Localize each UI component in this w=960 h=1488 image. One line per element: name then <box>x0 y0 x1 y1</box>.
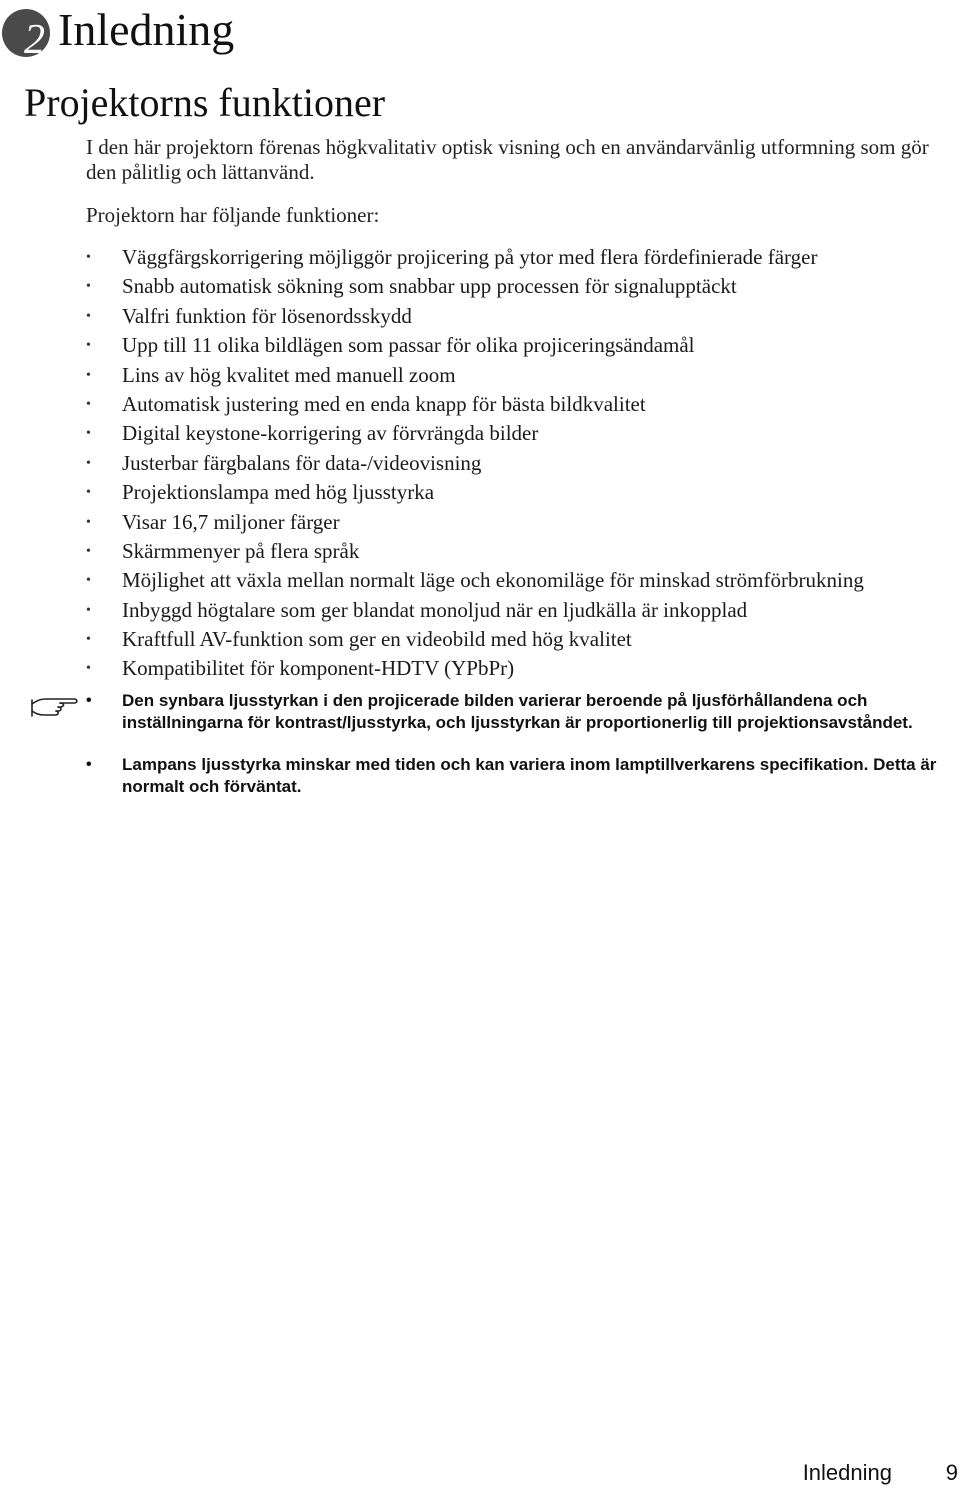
bullet-icon: • <box>86 543 91 559</box>
bullet-icon: • <box>86 573 91 589</box>
feature-text: Justerbar färgbalans för data-/videovisning <box>122 450 482 475</box>
feature-text: Kraftfull AV-funktion som ger en videobild med hög kvalitet <box>122 627 632 652</box>
bullet-icon: • <box>86 367 91 383</box>
list-item <box>86 508 960 537</box>
bullet-icon: • <box>86 455 91 471</box>
list-item <box>86 272 960 301</box>
note-item <box>86 690 956 734</box>
list-item <box>86 566 960 595</box>
feature-text: Projektionslampa med hög ljusstyrka <box>122 480 435 505</box>
features-lead: Projektorn har följande funktioner: <box>86 203 380 227</box>
note-list <box>86 690 956 798</box>
feature-text: Upp till 11 olika bildlägen som passar för olika projiceringsändamål <box>122 333 695 358</box>
bullet-icon: • <box>86 692 92 709</box>
note-item <box>86 754 956 798</box>
list-item <box>86 537 960 566</box>
list-item <box>86 302 960 331</box>
intro-paragraph: I den här projektorn förenas högkvalitativ optisk visning och en användarvänlig utformning som gör den pålitlig och lättanvänd. <box>86 135 929 184</box>
section-title: Projektorns funktioner <box>24 80 386 125</box>
feature-text: Väggfärgskorrigering möjliggör projicering på ytor med flera fördefinierade färger <box>122 245 818 269</box>
feature-list <box>86 243 960 684</box>
bullet-icon: • <box>86 756 92 773</box>
list-item <box>86 654 960 683</box>
page-number: 9 <box>945 1460 958 1485</box>
feature-text: Visar 16,7 miljoner färger <box>122 509 340 534</box>
list-item <box>86 361 960 390</box>
bullet-icon: • <box>86 632 91 648</box>
bullet-icon: • <box>86 308 91 324</box>
bullet-icon: • <box>86 602 91 618</box>
page-footer <box>660 1458 960 1488</box>
feature-text: Digital keystone-korrigering av förvrängda bilder <box>122 421 539 446</box>
list-item <box>86 419 960 448</box>
chapter-header <box>2 2 235 63</box>
list-item <box>86 243 960 272</box>
list-item <box>86 390 960 419</box>
bullet-icon: • <box>86 396 91 412</box>
chapter-title: Inledning <box>58 4 235 55</box>
footer-section-label: Inledning <box>802 1460 892 1485</box>
bullet-icon: • <box>86 514 91 530</box>
feature-text: Skärmmenyer på flera språk <box>122 538 360 563</box>
bullet-icon: • <box>86 250 91 265</box>
bullet-icon: • <box>86 485 91 501</box>
note-text: Lampans ljusstyrka minskar med tiden och kan variera inom lamptillverkarens specifikation. Detta är normalt och förväntat. <box>122 755 937 796</box>
list-item <box>86 449 960 478</box>
pointing-hand-icon <box>30 690 82 720</box>
feature-text: Snabb automatisk sökning som snabbar upp processen för signalupptäckt <box>122 274 737 299</box>
list-item <box>86 331 960 360</box>
feature-text: Automatisk justering med en enda knapp för bästa bildkvalitet <box>122 391 646 416</box>
bullet-icon: • <box>86 661 91 677</box>
feature-text: Valfri funktion för lösenordsskydd <box>122 303 412 328</box>
chapter-number: 2 <box>24 17 45 63</box>
bullet-icon: • <box>86 338 91 354</box>
feature-text: Möjlighet att växla mellan normalt läge och ekonomiläge för minskad strömförbrukning <box>122 568 864 593</box>
note-text: Den synbara ljusstyrkan i den projicerade bilden varierar beroende på ljusförhållandena och inställningarna för kontrast/ljusstyrka, och ljusstyrkan är proportionerlig till projektionsavståndet. <box>122 691 913 732</box>
feature-text: Kompatibilitet för komponent-HDTV (YPbPr) <box>122 656 515 681</box>
chapter-badge <box>2 9 50 63</box>
feature-text: Lins av hög kvalitet med manuell zoom <box>122 362 456 387</box>
list-item <box>86 596 960 625</box>
bullet-icon: • <box>86 426 91 442</box>
list-item <box>86 478 960 507</box>
list-item <box>86 625 960 654</box>
feature-text: Inbyggd högtalare som ger blandat monoljud när en ljudkälla är inkopplad <box>122 597 748 622</box>
bullet-icon: • <box>86 279 91 295</box>
